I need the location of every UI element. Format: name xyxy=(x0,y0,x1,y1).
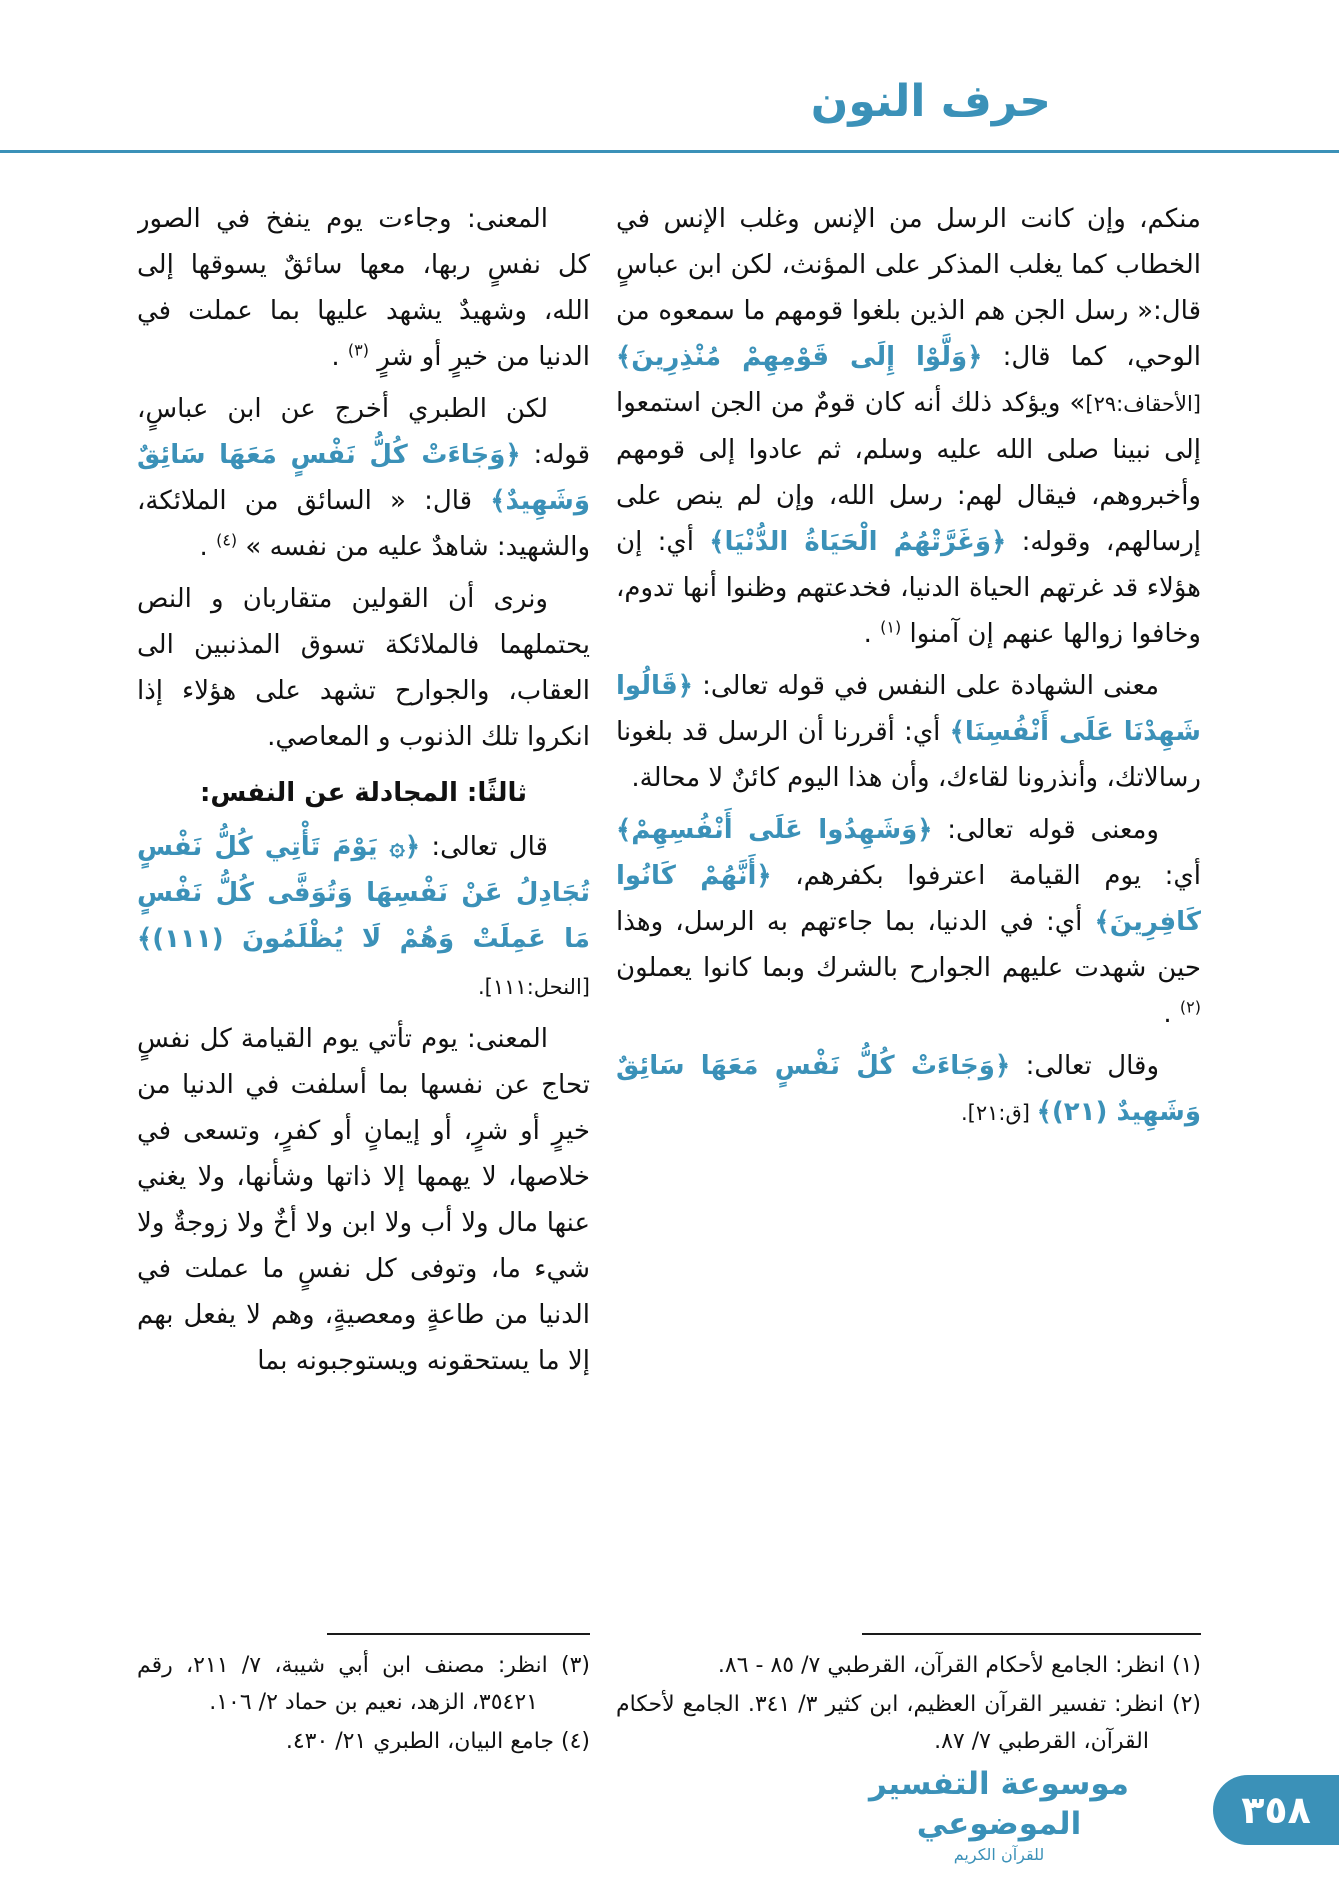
header-divider xyxy=(0,150,1339,153)
quran-verse: ﴿أَنَّهُمْ كَانُوا كَافِرِينَ﴾ xyxy=(616,861,1201,937)
paragraph xyxy=(137,1016,590,1384)
text-run: منكم، وإن كانت الرسل من الإنس وغلب الإنس في الخطاب كما يغلب المذكر على المؤنث، لكن ابن عباسٍ قال:« رسل الجن هم الذين بلغوا قومهم ما سمعوه من الوحي، كما قال: xyxy=(616,204,1201,372)
text-run: » ويؤكد ذلك أنه كان قومٌ من الجن استمعوا إلى نبينا صلى الله عليه وسلم، ثم عادوا إلى قومهم وأخبروهم، فيقال لهم: رسل الله، وإن لم ينص على إرسالهم، وقوله: xyxy=(616,388,1201,557)
quran-verse: ﴿وَلَّوْا إِلَى قَوْمِهِمْ مُنْذِرِينَ﴾ xyxy=(616,342,983,372)
quran-verse: ﴿وَغَرَّتْهُمُ الْحَيَاةُ الدُّنْيَا﴾ xyxy=(709,527,1007,557)
book-logo-subtitle: للقرآن الكريم xyxy=(953,1845,1045,1864)
quran-verse: ﴿وَشَهِدُوا عَلَى أَنْفُسِهِمْ﴾ xyxy=(616,815,933,845)
column-left xyxy=(137,196,590,1762)
text-run: قال تعالى: xyxy=(420,832,548,862)
text-run: ومعنى قوله تعالى: xyxy=(932,815,1159,845)
text-run: . xyxy=(331,342,348,372)
paragraph xyxy=(616,663,1201,801)
heading-text: ثالثًا: المجادلة عن النفس: xyxy=(199,778,527,808)
footnote: (٢) انظر: تفسير القرآن العظيم، ابن كثير ٣/ ٣٤١. الجامع لأحكام القرآن، القرطبي ٧/ ٨٧. xyxy=(616,1692,1201,1754)
footnote-list-left xyxy=(137,1647,590,1760)
column-left-paragraphs xyxy=(137,196,590,1625)
footnote-marker: (١) xyxy=(880,617,902,637)
quran-verse: ﴿۞ يَوْمَ تَأْتِي كُلُّ نَفْسٍ تُجَادِلُ عَنْ نَفْسِهَا وَتُوَفَّى كُلُّ نَفْسٍ مَا عَمِلَتْ وَهُمْ لَا يُظْلَمُونَ (١١١)﴾ xyxy=(137,832,590,954)
footnote-marker: (٣) xyxy=(347,340,369,360)
verse-reference: [الأحقاف:٢٩] xyxy=(1085,392,1201,416)
text-run: المعنى: يوم تأتي يوم القيامة كل نفسٍ تحاج عن نفسها بما أسلفت في الدنيا من خيرٍ أو شرٍ، أو إيمانٍ أو كفرٍ، وتسعى في خلاصها، لا يهمها إلا ذاتها وشأنها، ولا يغني عنها مال ولا أب ولا ابن ولا أخٌ ولا زوجةٌ ولا شيء ما، وتوفى كل نفسٍ ما عملت في الدنيا من طاعةٍ ومعصيةٍ، وهم لا يفعل بهم إلا ما يستحقونه ويستوجبونه بما xyxy=(137,1024,590,1376)
footnotes-left xyxy=(137,1625,590,1762)
paragraph xyxy=(616,1043,1201,1136)
text-run: ونرى أن القولين متقاربان و النص يحتملهما فالملائكة تسوق المذنبين الى العقاب، والجوارح تشهد على هؤلاء إذا انكروا تلك الذنوب و المعاصي. xyxy=(137,584,590,752)
book-logo-title: موسوعة التفسير الموضوعي xyxy=(868,1766,1130,1842)
paragraph xyxy=(616,807,1201,1037)
text-run: قال: « السائق من الملائكة، والشهيد: شاهدٌ عليه من نفسه » xyxy=(137,486,590,562)
column-right-paragraphs xyxy=(616,196,1201,1625)
verse-reference: [ق:٢١]. xyxy=(960,1101,1037,1125)
paragraph xyxy=(137,386,590,570)
text-run: معنى الشهادة على النفس في قوله تعالى: xyxy=(693,671,1159,701)
footnote: (٤) جامع البيان، الطبري ٢١/ ٤٣٠. xyxy=(285,1729,590,1754)
book-logo xyxy=(829,1764,1169,1866)
page-number: ٣٥٨ xyxy=(1241,1788,1311,1832)
footnote-marker: (٤) xyxy=(216,530,238,550)
footnote-marker: (٢) xyxy=(1179,997,1201,1017)
column-right xyxy=(616,196,1201,1762)
quran-verse: ﴿قَالُوا شَهِدْنَا عَلَى أَنْفُسِنَا﴾ xyxy=(616,671,1201,747)
text-run: . xyxy=(863,619,881,649)
footnotes-right xyxy=(616,1625,1201,1762)
text-run: . xyxy=(1163,999,1180,1029)
text-run: أي: إن هؤلاء قد غرتهم الحياة الدنيا، فخدعتهم وظنوا أنها تدوم، وخافوا زوالها عنهم إن آمنوا xyxy=(616,527,1201,649)
text-run: لكن الطبري أخرج عن ابن عباسٍ، قوله: xyxy=(137,394,590,470)
text-run: أي: يوم القيامة اعترفوا بكفرهم، xyxy=(771,861,1201,891)
chapter-title: حرف النون xyxy=(810,76,1051,127)
footnote-separator xyxy=(862,1633,1201,1635)
text-run: المعنى: وجاءت يوم ينفخ في الصور كل نفسٍ ربها، معها سائقٌ يسوقها إلى الله، وشهيدٌ يشهد عليها بما عملت في الدنيا من خيرٍ أو شرٍ xyxy=(137,204,590,372)
text-run: وقال تعالى: xyxy=(1010,1051,1159,1081)
footnote-separator xyxy=(327,1633,590,1635)
text-run: أي: أقررنا أن الرسل قد بلغونا رسالاتك، وأنذرونا لقاءك، وأن هذا اليوم كائنٌ لا محالة. xyxy=(616,717,1201,793)
paragraph xyxy=(137,824,590,1010)
quran-verse: ﴿وَجَاءَتْ كُلُّ نَفْسٍ مَعَهَا سَائِقٌ وَشَهِيدٌ﴾ xyxy=(137,440,590,516)
paragraph xyxy=(137,196,590,380)
footnote-list-right xyxy=(616,1647,1201,1760)
paragraph xyxy=(616,196,1201,657)
text-run: . xyxy=(199,532,217,562)
footnote: (٣) انظر: مصنف ابن أبي شيبة، ٧/ ٢١١، رقم ٣٥٤٢١، الزهد، نعيم بن حماد ٢/ ١٠٦. xyxy=(137,1653,590,1715)
footnote: (١) انظر: الجامع لأحكام القرآن، القرطبي ٧/ ٨٥ - ٨٦. xyxy=(717,1653,1201,1678)
page-content xyxy=(137,196,1201,1762)
quran-verse: ﴿وَجَاءَتْ كُلُّ نَفْسٍ مَعَهَا سَائِقٌ وَشَهِيدٌ (٢١)﴾ xyxy=(616,1051,1201,1127)
text-run: أي: في الدنيا، بما جاءتهم به الرسل، وهذا حين شهدت عليهم الجوارح بالشرك وبما كانوا يعملون xyxy=(616,907,1201,983)
page-number-badge xyxy=(1213,1775,1339,1845)
verse-reference: [النحل:١١١]. xyxy=(477,975,590,999)
paragraph xyxy=(137,576,590,760)
section-heading xyxy=(137,770,590,816)
